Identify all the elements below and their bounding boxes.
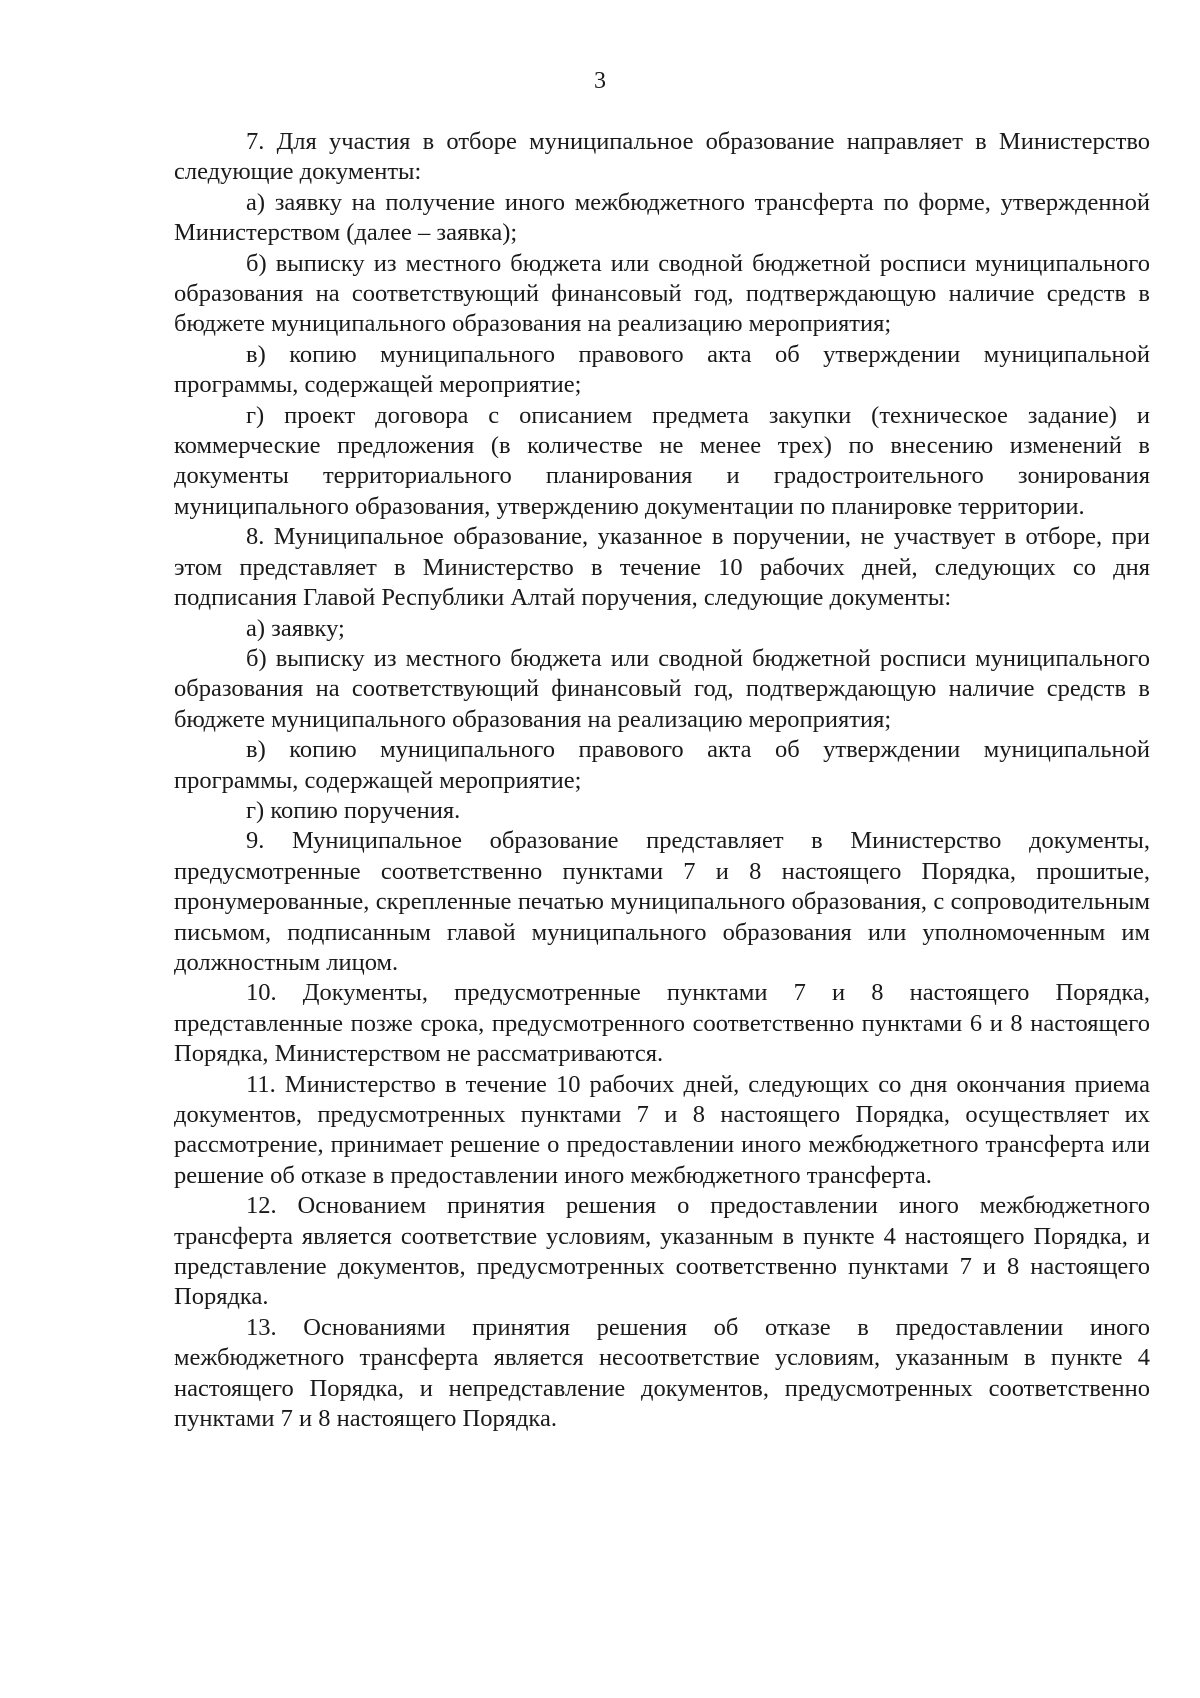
paragraph-7v: в) копию муниципального правового акта об утверждении муниципальной программы, содержащей мероприятие; xyxy=(174,340,1150,399)
paragraph-7b: б) выписку из местного бюджета или сводной бюджетной росписи муниципального образования на соответствующий финансовый год, подтверждающую наличие средств в бюджете муниципального образования на реализацию мероприятия; xyxy=(174,249,1150,338)
paragraph-8a: а) заявку; xyxy=(246,614,345,642)
page-number: 3 xyxy=(594,68,606,94)
paragraph-7: 7. Для участия в отборе муниципальное образование направляет в Министерство следующие документы: xyxy=(174,128,1150,186)
paragraph-8: 8. Муниципальное образование, указанное в поручении, не участвует в отборе, при этом представляет в Министерство в течение 10 рабочих дней, следующих со дня подписания Главой Республики Алтай поручения, следующие документы: xyxy=(174,523,1150,612)
document-body xyxy=(174,127,1150,1434)
paragraph-10: 10. Документы, предусмотренные пунктами 7 и 8 настоящего Порядка, представленные позже срока, предусмотренного соответственно пунктами 6 и 8 настоящего Порядка, Министерством не рассматриваются. xyxy=(174,979,1150,1068)
paragraph-7g: г) проект договора с описанием предмета закупки (техническое задание) и коммерческие предложения (в количестве не менее трех) по внесению изменений в документы территориального планирования и градостроительного зонирования муниципального образования, утверждению документации по планировке территории. xyxy=(174,401,1150,520)
paragraph-8v: в) копию муниципального правового акта об утверждении муниципальной программы, содержащей мероприятие; xyxy=(174,736,1150,794)
paragraph-8g: г) копию поручения. xyxy=(246,796,461,824)
paragraph-13: 13. Основаниями принятия решения об отказе в предоставлении иного межбюджетного трансферта является несоответствие условиям, указанным в пункте 4 настоящего Порядка, и непредставление документов, предусмотренных соответственно пунктами 7 и 8 настоящего Порядка. xyxy=(174,1313,1150,1433)
paragraph-9: 9. Муниципальное образование представляет в Министерство документы, предусмотренные соответственно пунктами 7 и 8 настоящего Порядка, прошитые, пронумерованные, скрепленные печатью муниципального образования, с сопроводительным письмом, подписанным главой муниципального образования или уполномоченным им должностным лицом. xyxy=(174,827,1150,976)
paragraph-8b: б) выписку из местного бюджета или сводной бюджетной росписи муниципального образования на соответствующий финансовый год, подтверждающую наличие средств в бюджете муниципального образования на реализацию мероприятия; xyxy=(174,644,1150,733)
paragraph-11: 11. Министерство в течение 10 рабочих дней, следующих со дня окончания приема документов, предусмотренных пунктами 7 и 8 настоящего Порядка, осуществляет их рассмотрение, принимает решение о предоставлении иного межбюджетного трансферта или решение об отказе в предоставлении иного межбюджетного трансферта. xyxy=(174,1070,1150,1189)
paragraph-7a: а) заявку на получение иного межбюджетного трансферта по форме, утвержденной Министерством (далее – заявка); xyxy=(174,188,1150,247)
paragraph-12: 12. Основанием принятия решения о предоставлении иного межбюджетного трансферта является соответствие условиям, указанным в пункте 4 настоящего Порядка, и представление документов, предусмотренных соответственно пунктами 7 и 8 настоящего Порядка. xyxy=(174,1192,1150,1311)
